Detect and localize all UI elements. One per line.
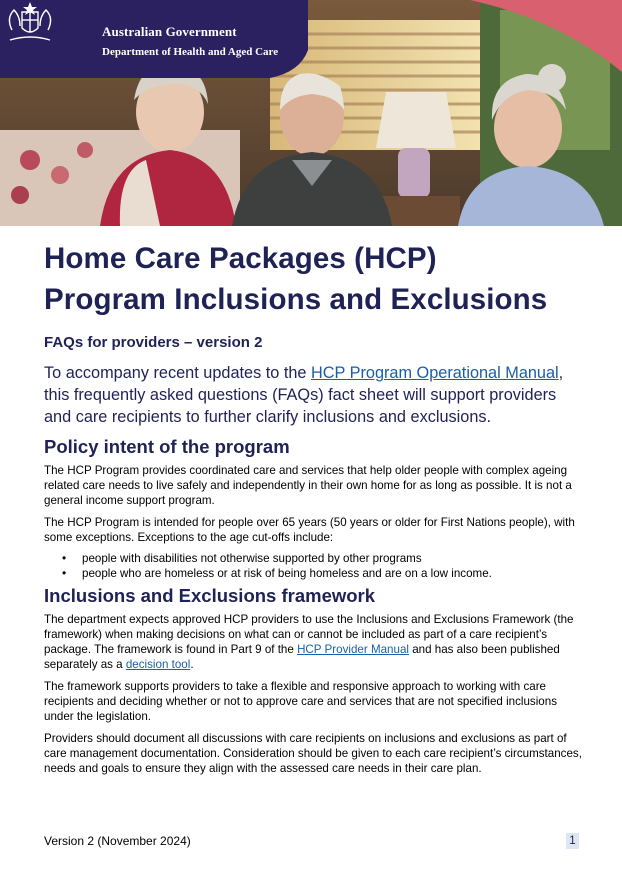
title-line-2: Program Inclusions and Exclusions <box>44 283 548 316</box>
section-heading-framework: Inclusions and Exclusions framework <box>44 585 376 606</box>
list-item: • people with disabilities not otherwise supported by other programs <box>44 551 584 566</box>
intro-text-start: To accompany recent updates to the <box>44 364 311 382</box>
footer-version: Version 2 (November 2024) <box>44 834 191 848</box>
hcp-provider-manual-link[interactable]: HCP Provider Manual <box>297 643 409 656</box>
government-logo-text <box>102 24 278 60</box>
exceptions-list <box>44 551 584 581</box>
framework-paragraph-1 <box>44 612 584 672</box>
framework-text-end: . <box>190 658 194 671</box>
department-name: Department of Health and Aged Care <box>102 46 279 58</box>
title-line-1: Home Care Packages (HCP) <box>44 242 437 275</box>
framework-text-start: The department expects approved HCP providers to use the Inclusions and Exclusions Framework (the framework) when making decisions on what can or cannot be included as part of a care recipient’s package. The framework is found in Part 9 of the <box>44 613 574 656</box>
framework-paragraph-2: The framework supports providers to take a flexible and responsive approach to working with care recipients and deciding whether or not to approve care and services that are not specified inclusions under the legislation. <box>44 680 558 723</box>
hero-image <box>0 0 622 226</box>
page-title <box>44 238 584 320</box>
hcp-operational-manual-link[interactable]: HCP Program Operational Manual <box>311 364 559 382</box>
subtitle: FAQs for providers – version 2 <box>44 334 263 351</box>
section-heading-policy-intent: Policy intent of the program <box>44 436 290 457</box>
page-number: 1 <box>566 833 579 849</box>
framework-text-middle: and has also been published separately as a <box>44 643 560 671</box>
coat-of-arms-icon <box>0 0 60 48</box>
framework-paragraph-3: Providers should document all discussions with care recipients on inclusions and exclusions as part of care management documentation. Consideration should be given to each care recipient’s circumstances, needs and goals to ensure they align with the assessed care needs in their care plan. <box>44 732 582 775</box>
policy-paragraph-2: The HCP Program is intended for people over 65 years (50 years or older for First Nations people), with some exceptions. Exceptions to the age cut-offs include: <box>44 516 575 544</box>
hero-photo-illustration <box>0 0 622 226</box>
gov-name: Australian Government <box>102 24 237 39</box>
decision-tool-link[interactable]: decision tool <box>125 658 191 671</box>
list-item: • people who are homeless or at risk of being homeless and are on a low income. <box>44 566 584 581</box>
main-content <box>44 238 584 776</box>
policy-paragraph-1: The HCP Program provides coordinated care and services that help older people with complex ageing related care needs to live safely and independently in their own home for as long as possible. It is not a general income support program. <box>44 464 572 507</box>
intro-text-end: , this frequently asked questions (FAQs) fact sheet will support providers and care recipients to further clarify inclusions and exclusions. <box>44 364 564 426</box>
intro-paragraph <box>44 362 584 428</box>
